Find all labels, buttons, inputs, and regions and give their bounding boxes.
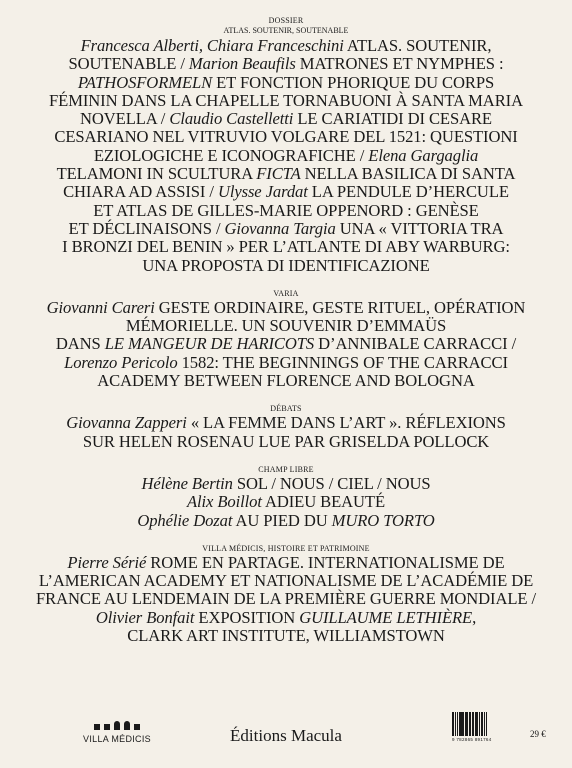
title-text: FICTA <box>256 164 301 184</box>
text-line <box>14 627 558 645</box>
title-text: CLARK ART INSTITUTE, WILLIAMSTOWN <box>127 626 445 646</box>
section-title-villa-medicis: VILLA MÉDICIS, HISTOIRE ET PATRIMOINE <box>202 543 370 553</box>
text-line <box>14 55 558 73</box>
section-body-debats <box>14 414 558 451</box>
text-line <box>14 354 558 372</box>
author-name: Giovanna Zapperi <box>66 413 187 433</box>
villa-medicis-logo-text: VILLA MÉDICIS <box>83 734 151 744</box>
author-name: Giovanna Targia <box>224 218 336 238</box>
text-line <box>14 147 558 165</box>
author-name: Alix Boillot <box>187 492 262 512</box>
footer <box>0 708 572 768</box>
title-text: GUILLAUME LETHIÈRE <box>299 607 473 627</box>
title-text: ADIEU BEAUTÉ <box>261 492 385 512</box>
author-name: Ophélie Dozat <box>137 510 233 530</box>
title-text: CESARIANO NEL VITRUVIO VOLGARE DEL 1521: QUESTIONI <box>54 127 518 147</box>
title-text: MÉMORIELLE. UN SOUVENIR D’EMMAÜS <box>125 316 447 336</box>
section-title-debats: DÉBATS <box>270 404 302 414</box>
text-line <box>14 433 558 451</box>
title-text: CHIARA AD ASSISI / <box>63 182 218 202</box>
text-line <box>14 335 558 353</box>
text-line <box>14 110 558 128</box>
title-text: EXPOSITION <box>194 607 300 627</box>
section-varia <box>14 289 558 390</box>
text-line <box>14 299 558 317</box>
text-line <box>14 165 558 183</box>
barcode <box>452 712 514 742</box>
text-line <box>14 220 558 238</box>
section-body-villa-medicis <box>14 554 558 645</box>
text-line <box>14 202 558 220</box>
text-line <box>14 609 558 627</box>
text-line <box>14 183 558 201</box>
title-text: I BRONZI DEL BENIN » PER L’ATLANTE DI ABY WARBURG: <box>62 237 510 257</box>
text-line <box>14 572 558 590</box>
title-text: D’ANNIBALE CARRACCI / <box>314 334 517 354</box>
section-title-varia: VARIA <box>273 288 299 298</box>
title-text: FRANCE AU LENDEMAIN DE LA PREMIÈRE GUERRE MONDIALE / <box>36 589 536 609</box>
section-body-varia <box>14 299 558 390</box>
title-text: L’AMERICAN ACADEMY ET NATIONALISME DE L’ACADÉMIE DE <box>38 571 534 591</box>
text-line <box>14 493 558 511</box>
text-line <box>14 554 558 572</box>
title-text: ET ATLAS DE GILLES-MARIE OPPENORD : GENÈSE <box>93 200 479 220</box>
title-text: TELAMONI IN SCULTURA <box>56 164 257 184</box>
title-text: SOUTENABLE / <box>68 54 189 74</box>
section-title-champ-libre: CHAMP LIBRE <box>258 464 314 474</box>
text-line <box>14 372 558 390</box>
title-text: PATHOSFORMELN <box>77 72 213 92</box>
author-name: Elena Gargaglia <box>368 145 479 165</box>
title-text: ATLAS. SOUTENIR, <box>343 36 492 55</box>
title-text: , <box>472 607 477 627</box>
text-line <box>14 317 558 335</box>
author-name: Claudio Castelletti <box>169 109 294 129</box>
title-text: LE MANGEUR DE HARICOTS <box>104 334 315 354</box>
text-line <box>14 475 558 493</box>
title-text: ACADEMY BETWEEN FLORENCE AND BOLOGNA <box>97 371 475 391</box>
author-name: Ulysse Jardat <box>217 182 308 202</box>
price: 29 € <box>530 729 546 739</box>
section-body-champ-libre <box>14 475 558 530</box>
author-name: Olivier Bonfait <box>95 607 195 627</box>
title-text: MATRONES ET NYMPHES : <box>295 54 504 74</box>
text-line <box>14 257 558 275</box>
author-name: Marion Beaufils <box>188 54 296 74</box>
text-line <box>14 414 558 432</box>
text-line <box>14 37 558 55</box>
publisher-name: Éditions Macula <box>230 726 342 745</box>
title-text: GESTE ORDINAIRE, GESTE RITUEL, OPÉRATION <box>154 297 526 317</box>
title-text: SOL / NOUS / CIEL / NOUS <box>232 473 431 493</box>
section-champ-libre <box>14 465 558 530</box>
author-name: Hélène Bertin <box>141 473 233 493</box>
text-line <box>14 238 558 256</box>
barcode-number: 9 782865 891764 <box>452 737 492 742</box>
title-text: « LA FEMME DANS L’ART ». RÉFLEXIONS <box>186 413 506 433</box>
section-title-dossier: DOSSIER <box>268 16 304 25</box>
author-name: Pierre Sérié <box>67 552 147 572</box>
title-text: ROME EN PARTAGE. INTERNATIONALISME DE <box>146 552 505 572</box>
title-text: NELLA BASILICA DI SANTA <box>300 164 516 184</box>
title-text: MURO TORTO <box>331 510 435 530</box>
section-villa-medicis <box>14 544 558 645</box>
title-text: 1582: THE BEGINNINGS OF THE CARRACCI <box>177 352 508 372</box>
text-line <box>14 590 558 608</box>
title-text: FÉMININ DANS LA CHAPELLE TORNABUONI À SANTA MARIA <box>49 90 523 110</box>
title-text: ET DÉCLINAISONS / <box>68 218 225 238</box>
text-line <box>14 74 558 92</box>
title-text: LE CARIATIDI DI CESARE <box>293 109 492 129</box>
author-name: Giovanni Careri <box>46 297 155 317</box>
section-body-dossier <box>14 37 558 275</box>
title-text: DANS <box>55 334 105 354</box>
back-cover-contents <box>14 16 558 659</box>
title-text: NOVELLA / <box>80 109 170 129</box>
text-line <box>14 128 558 146</box>
title-text: ET FONCTION PHORIQUE DU CORPS <box>212 72 495 92</box>
title-text: LA PENDULE D’HERCULE <box>307 182 509 202</box>
title-text: UNA « VITTORIA TRA <box>335 218 504 238</box>
title-text: SUR HELEN ROSENAU LUE PAR GRISELDA POLLOCK <box>82 431 490 451</box>
author-name: Lorenzo Pericolo <box>64 352 178 372</box>
text-line <box>14 92 558 110</box>
title-text: UNA PROPOSTA DI IDENTIFICAZIONE <box>142 255 430 275</box>
author-name: Francesca Alberti, Chiara Franceschini <box>80 36 344 55</box>
text-line <box>14 512 558 530</box>
barcode-icon <box>452 712 514 736</box>
section-subtitle-dossier: ATLAS. SOUTENIR, SOUTENABLE <box>223 26 349 35</box>
title-text: AU PIED DU <box>232 510 332 530</box>
title-text: EZIOLOGICHE E ICONOGRAFICHE / <box>93 145 369 165</box>
section-dossier <box>14 16 558 275</box>
section-debats <box>14 404 558 451</box>
